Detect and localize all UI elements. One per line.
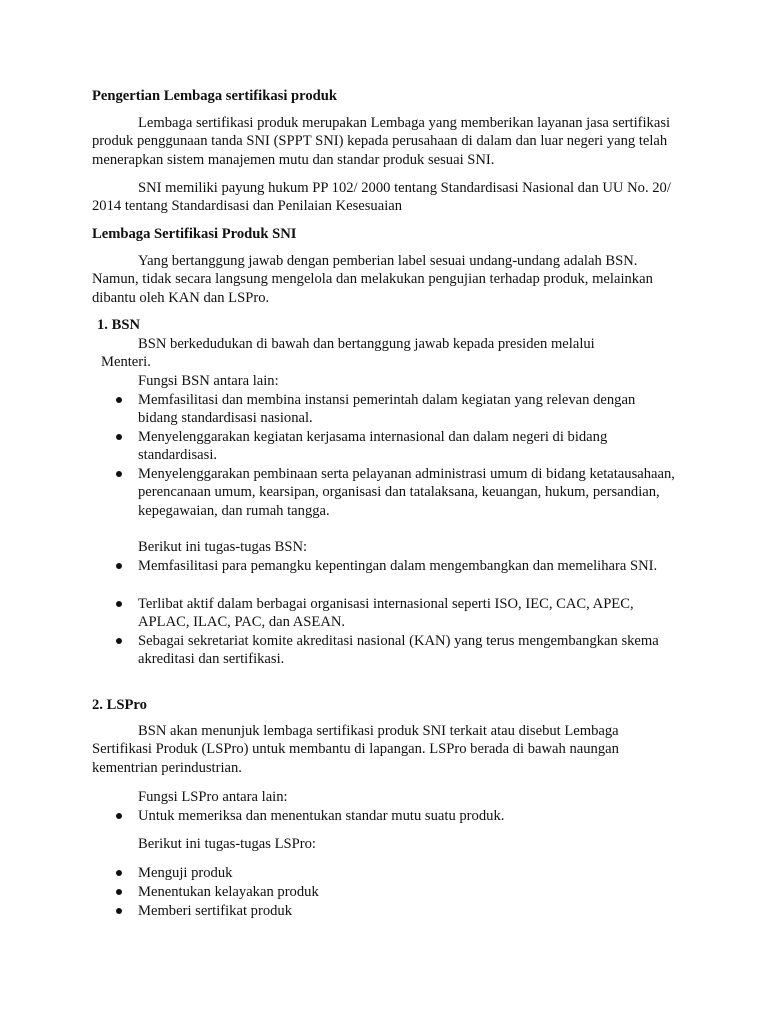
bsn-description-line-1: BSN berkedudukan di bawah dan bertanggung jawab kepada presiden melalui <box>138 336 595 352</box>
list-item-text: Sebagai sekretariat komite akreditasi nasional (KAN) yang terus mengembangkan skema akreditasi dan sertifikasi. <box>138 633 659 668</box>
bsn-tugas-label: Berikut ini tugas-tugas BSN: <box>138 539 308 555</box>
bsn-description-line-2: Menteri. <box>101 354 151 370</box>
bullet-icon <box>116 638 122 644</box>
list-item-text: Untuk memeriksa dan menentukan standar mutu suatu produk. <box>138 808 505 824</box>
lspro-fungsi-label: Fungsi LSPro antara lain: <box>138 789 288 805</box>
bsn-fungsi-label: Fungsi BSN antara lain: <box>138 373 279 389</box>
list-item <box>138 428 678 465</box>
bullet-icon <box>116 397 122 403</box>
list-item <box>138 595 678 632</box>
lspro-heading: 2. LSPro <box>92 697 147 713</box>
bullet-icon <box>116 471 122 477</box>
list-item <box>138 807 678 825</box>
list-item <box>138 391 678 428</box>
bsn-heading: 1. BSN <box>97 317 140 333</box>
bullet-icon <box>116 889 122 895</box>
intro-paragraph-1: Lembaga sertifikasi produk merupakan Lembaga yang memberikan layanan jasa sertifikasi produk penggunaan tanda SNI (SPPT SNI) kepada perusahaan di dalam dan luar negeri yang telah menerapkan sistem manajemen mutu dan standar produk sesuai SNI. <box>92 115 671 168</box>
lspro-tugas-label: Berikut ini tugas-tugas LSPro: <box>138 836 316 852</box>
list-item-text: Memberi sertifikat produk <box>138 903 293 919</box>
list-item <box>138 902 678 920</box>
bullet-icon <box>116 908 122 914</box>
list-item-text: Terlibat aktif dalam berbagai organisasi internasional seperti ISO, IEC, CAC, APEC, APLAC, ILAC, PAC, dan ASEAN. <box>138 596 634 631</box>
section-paragraph-lembaga: Yang bertanggung jawab dengan pemberian label sesuai undang-undang adalah BSN. Namun, tidak secara langsung mengelola dan melakukan pengujian terhadap produk, melainkan dibantu oleh KAN dan LSPro. <box>92 253 653 306</box>
bullet-icon <box>116 563 122 569</box>
list-item-text: Memfasilitasi para pemangku kepentingan dalam mengembangkan dan memelihara SNI. <box>138 558 658 574</box>
list-item <box>138 864 678 882</box>
bullet-icon <box>116 434 122 440</box>
intro-paragraph-2: SNI memiliki payung hukum PP 102/ 2000 tentang Standardisasi Nasional dan UU No. 20/ 2014 tentang Standardisasi dan Penilaian Kesesuaian <box>92 180 671 215</box>
list-item-text: Memfasilitasi dan membina instansi pemerintah dalam kegiatan yang relevan dengan bidang standardisasi nasional. <box>138 392 636 427</box>
bullet-icon <box>116 601 122 607</box>
list-item <box>138 883 678 901</box>
list-item-text: Menguji produk <box>138 865 233 881</box>
section-title-lembaga: Lembaga Sertifikasi Produk SNI <box>92 226 297 242</box>
lspro-description: BSN akan menunjuk lembaga sertifikasi produk SNI terkait atau disebut Lembaga Sertifikasi Produk (LSPro) untuk membantu di lapangan. LSPro berada di bawah naungan kementrian perindustrian. <box>92 723 619 776</box>
list-item <box>138 632 678 669</box>
bullet-icon <box>116 870 122 876</box>
bullet-icon <box>116 813 122 819</box>
list-item-text: Menyelenggarakan pembinaan serta pelayanan administrasi umum di bidang ketatausahaan, perencanaan umum, kearsipan, organisasi dan tatalaksana, keuangan, hukum, persandian, kepegawaian, dan rumah tangga. <box>138 466 675 519</box>
page-title: Pengertian Lembaga sertifikasi produk <box>92 88 337 104</box>
list-item <box>138 557 678 575</box>
list-item <box>138 465 678 520</box>
list-item-text: Menentukan kelayakan produk <box>138 884 319 900</box>
list-item-text: Menyelenggarakan kegiatan kerjasama internasional dan dalam negeri di bidang standardisasi. <box>138 429 608 464</box>
